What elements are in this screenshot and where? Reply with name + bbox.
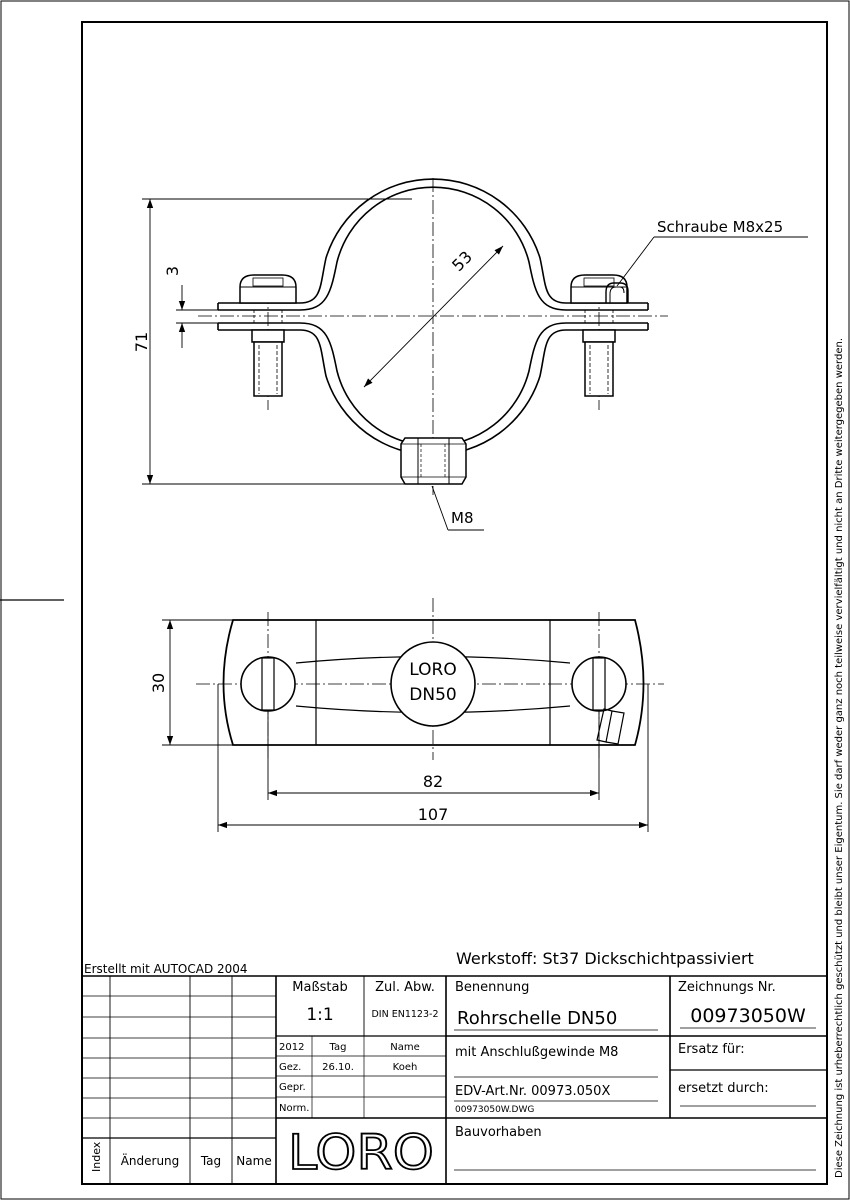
left-screw-head — [241, 657, 295, 711]
drawn-label: Gez. — [279, 1062, 302, 1073]
dwg-file-name: 00973050W.DWG — [455, 1105, 535, 1115]
drawn-name: Koeh — [392, 1062, 418, 1073]
left-screw — [240, 275, 296, 396]
replacement-for-label: Ersatz für: — [678, 1042, 745, 1057]
norm-label: Norm. — [279, 1103, 310, 1114]
stamp-line2: DN50 — [409, 685, 457, 705]
designation-label: Benennung — [455, 980, 530, 995]
center-stamp-circle — [391, 642, 475, 726]
created-with-label: Erstellt mit AUTOCAD 2004 — [84, 962, 248, 976]
nut-label: M8 — [451, 509, 474, 527]
rev-name-header: Name — [236, 1154, 272, 1168]
drawing-no-label: Zeichnungs Nr. — [678, 980, 776, 995]
dim-53: 53 — [448, 247, 477, 276]
subtitle: mit Anschlußgewinde M8 — [455, 1045, 619, 1060]
rev-index-header: Index — [90, 1141, 103, 1172]
day-header: Tag — [329, 1042, 347, 1053]
rev-change-header: Änderung — [120, 1154, 180, 1168]
tolerance-label: Zul. Abw. — [375, 980, 435, 995]
dim-30: 30 — [149, 672, 168, 694]
replaced-by-label: ersetzt durch: — [678, 1081, 769, 1096]
right-screw-head — [572, 657, 626, 711]
tolerance-value: DIN EN1123-2 — [371, 1009, 439, 1020]
scale-value: 1:1 — [306, 1005, 334, 1025]
material-label: Werkstoff: St37 Dickschichtpassiviert — [456, 949, 754, 968]
project-label: Bauvorhaben — [455, 1125, 542, 1140]
dim-3: 3 — [163, 265, 182, 277]
drawing-no-value: 00973050W — [690, 1005, 806, 1027]
elevation-view — [132, 178, 808, 530]
checked-label: Gepr. — [279, 1082, 306, 1093]
edv-number: EDV-Art.Nr. 00973.050X — [455, 1084, 611, 1099]
rev-day-header: Tag — [200, 1154, 222, 1168]
dim-82: 82 — [422, 772, 444, 791]
scale-label: Maßstab — [292, 980, 348, 995]
loro-logo: LORO — [288, 1125, 434, 1181]
right-screw — [571, 275, 628, 396]
year-label: 2012 — [279, 1042, 305, 1053]
stamp-line1: LORO — [409, 660, 457, 680]
title-block — [82, 949, 827, 1184]
dim-71: 71 — [132, 331, 151, 353]
dim-107: 107 — [417, 805, 449, 824]
designation-value: Rohrschelle DN50 — [457, 1008, 618, 1029]
screw-label: Schraube M8x25 — [657, 218, 784, 236]
hex-nut — [401, 438, 466, 484]
drawn-day: 26.10. — [322, 1062, 354, 1073]
plan-view — [149, 598, 664, 832]
name-header: Name — [390, 1042, 420, 1053]
copyright-side-note: Diese Zeichnung ist urheberrechtlich geschützt und bleibt unser Eigentum. Sie darf weder ganz noch teilweise vervielfältigt und nicht an Dritte weitergegeben werden. — [834, 355, 845, 1178]
